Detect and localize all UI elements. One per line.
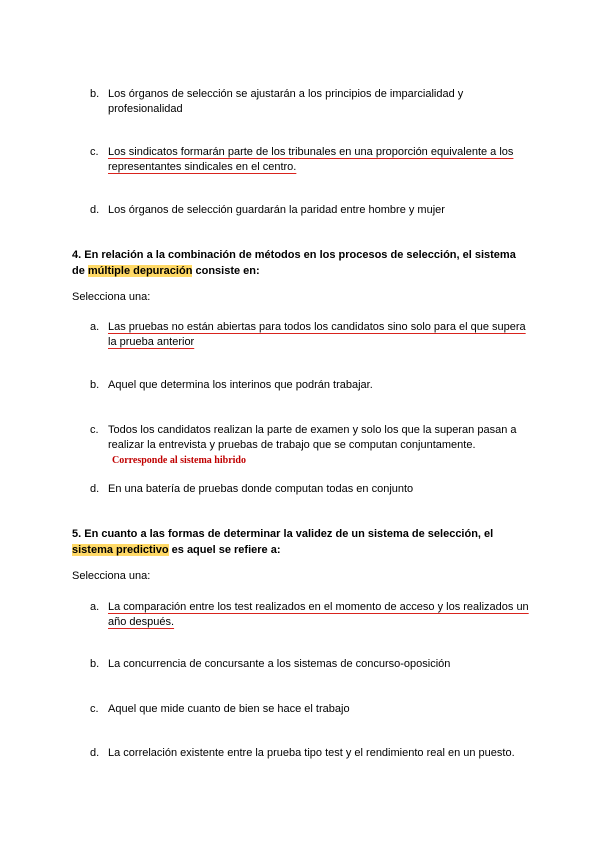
option-letter: a. <box>90 321 100 333</box>
option-text: La concurrencia de concursante a los sistemas de concurso-oposición <box>108 658 451 670</box>
option-text: La comparación entre los test realizados en el momento de acceso y los realizados un año después. <box>108 601 529 628</box>
q5-option-a[interactable] <box>90 600 530 630</box>
option-letter: b. <box>90 88 100 100</box>
select-prompt: Selecciona una: <box>72 570 151 582</box>
q5-option-c[interactable] <box>90 702 530 717</box>
q3-option-b[interactable] <box>90 87 530 117</box>
option-letter: c. <box>90 703 99 715</box>
option-letter: d. <box>90 747 100 759</box>
option-letter: c. <box>90 146 99 158</box>
option-letter: b. <box>90 379 100 391</box>
q3-option-c[interactable] <box>90 145 530 175</box>
q4-option-b[interactable] <box>90 378 530 393</box>
q3-option-d[interactable] <box>90 203 530 218</box>
option-letter: c. <box>90 424 99 436</box>
annotation-note: Corresponde al sistema hibrido <box>112 455 246 466</box>
select-prompt: Selecciona una: <box>72 291 151 303</box>
option-text: En una batería de pruebas donde computan todas en conjunto <box>108 483 414 495</box>
option-text: Los órganos de selección guardarán la paridad entre hombre y mujer <box>108 204 445 216</box>
option-letter: d. <box>90 483 100 495</box>
question-text: 4. En relación a la combinación de métodos en los procesos de selección, el sistema de <box>72 249 516 277</box>
q4-option-c[interactable] <box>90 423 530 453</box>
option-text: Los sindicatos formarán parte de los tribunales en una proporción equivalente a los representantes sindicales en el centro. <box>108 146 514 173</box>
option-text: Los órganos de selección se ajustarán a los principios de imparcialidad y profesionalidad <box>108 88 464 115</box>
q5-option-b[interactable] <box>90 657 530 672</box>
option-text: Las pruebas no están abiertas para todos los candidatos sino solo para el que supera la prueba anterior <box>108 321 526 348</box>
question-text: 5. En cuanto a las formas de determinar la validez de un sistema de selección, el <box>72 528 494 540</box>
highlighted-term: múltiple depuración <box>87 265 193 277</box>
option-letter: b. <box>90 658 100 670</box>
option-letter: d. <box>90 204 100 216</box>
option-text: La correlación existente entre la prueba tipo test y el rendimiento real en un puesto. <box>108 747 515 759</box>
highlighted-term: sistema predictivo <box>72 544 169 556</box>
q5-option-d[interactable] <box>90 746 530 761</box>
question-5 <box>72 526 522 558</box>
question-text-end: es aquel se refiere a: <box>168 544 281 556</box>
question-4 <box>72 247 522 279</box>
q4-option-a[interactable] <box>90 320 530 350</box>
option-letter: a. <box>90 601 100 613</box>
q4-option-d[interactable] <box>90 482 530 497</box>
option-text: Todos los candidatos realizan la parte de examen y solo los que la superan pasan a realizar la entrevista y pruebas de trabajo que se computan conjuntamente. <box>108 424 517 451</box>
question-text-end: consiste en: <box>192 265 260 277</box>
option-text: Aquel que determina los interinos que podrán trabajar. <box>108 379 373 391</box>
option-text: Aquel que mide cuanto de bien se hace el trabajo <box>108 703 350 715</box>
